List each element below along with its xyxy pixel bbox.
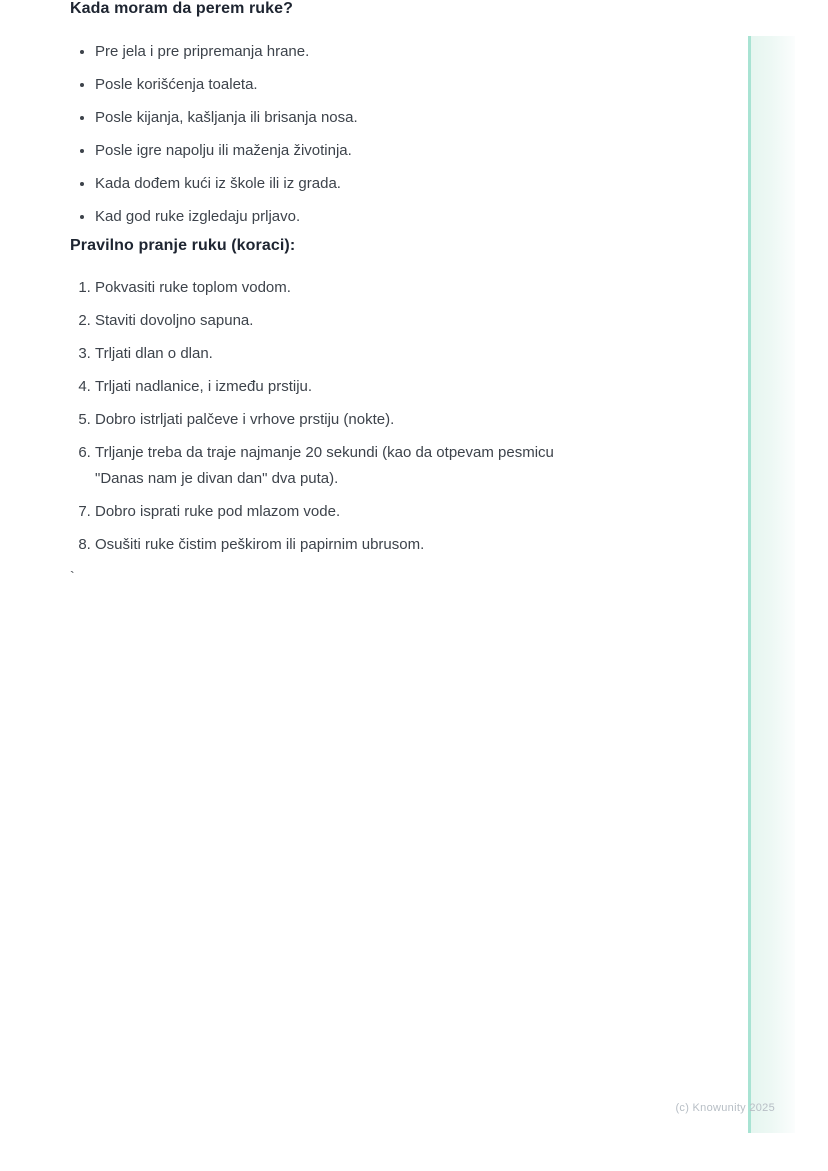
list-item: • Posle igre napolju ili maženja životinja. <box>95 138 595 164</box>
when-to-wash-list <box>70 39 595 230</box>
washing-steps-list <box>70 275 595 558</box>
section-heading-when-to-wash: Kada moram da perem ruke? <box>70 0 294 17</box>
list-item: 4. Trljati nadlanice, i između prstiju. <box>95 374 595 400</box>
document-content <box>70 0 610 585</box>
stray-backtick-mark: ` <box>70 568 75 584</box>
section-heading-washing-steps: Pravilno pranje ruku (koraci): <box>70 237 296 254</box>
list-item: 5. Dobro istrljati palčeve i vrhove prstiju (nokte). <box>95 407 595 433</box>
list-item: 1. Pokvasiti ruke toplom vodom. <box>95 275 595 301</box>
accent-stripe <box>748 36 795 1133</box>
list-item: • Kada dođem kući iz škole ili iz grada. <box>95 171 595 197</box>
list-item: • Kad god ruke izgledaju prljavo. <box>95 204 595 230</box>
list-item: 6. Trljanje treba da traje najmanje 20 sekundi (kao da otpevam pesmicu "Danas nam je divan dan" dva puta). <box>95 440 595 492</box>
copyright-footer: (c) Knowunity 2025 <box>675 1102 775 1114</box>
list-item: • Posle kijanja, kašljanja ili brisanja nosa. <box>95 105 595 131</box>
list-item: 3. Trljati dlan o dlan. <box>95 341 595 367</box>
list-item: • Posle korišćenja toaleta. <box>95 72 595 98</box>
list-item: 7. Dobro isprati ruke pod mlazom vode. <box>95 499 595 525</box>
list-item: 2. Staviti dovoljno sapuna. <box>95 308 595 334</box>
list-item: 8. Osušiti ruke čistim peškirom ili papirnim ubrusom. <box>95 532 595 558</box>
list-item: • Pre jela i pre pripremanja hrane. <box>95 39 595 65</box>
